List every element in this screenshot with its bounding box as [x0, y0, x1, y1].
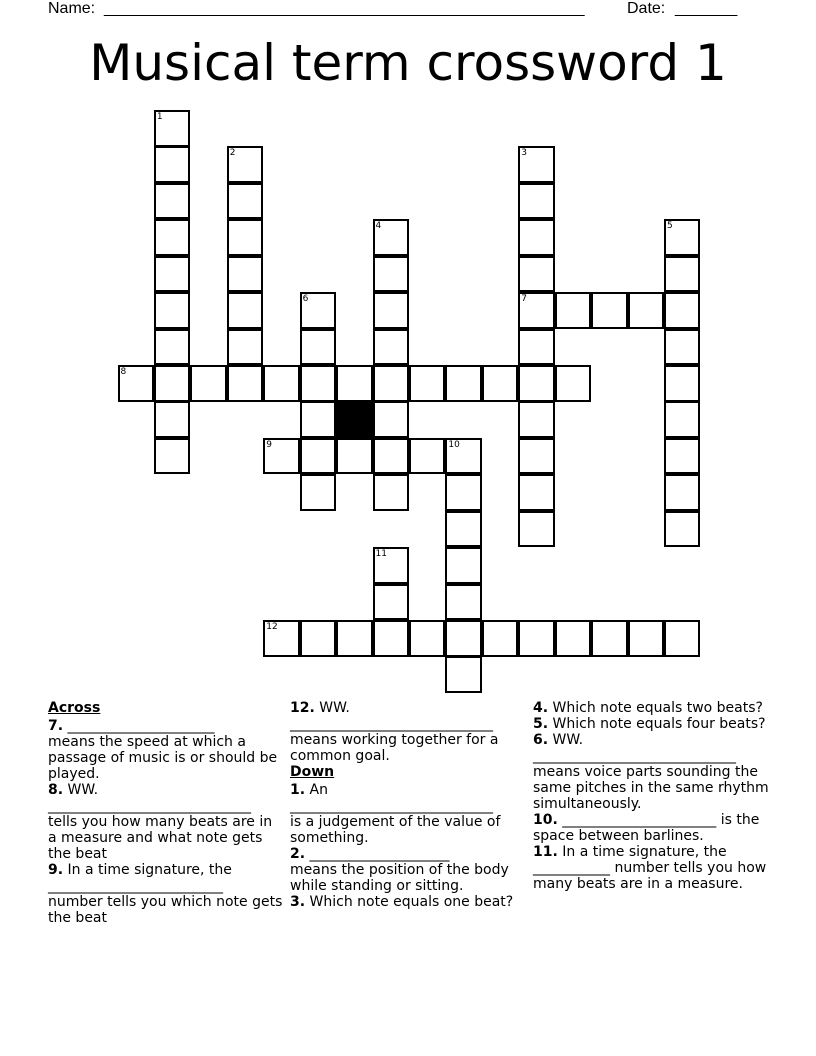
clue-line — [290, 798, 526, 814]
clue-line — [533, 748, 769, 764]
name-field[interactable]: ______________________________________________________ — [104, 0, 585, 17]
grid-cell[interactable] — [555, 365, 592, 402]
grid-cell[interactable] — [482, 620, 519, 657]
clue-line — [48, 894, 284, 926]
clue-text: means the position of the body while standing or sitting. — [290, 862, 509, 894]
clue-line — [533, 812, 769, 844]
grid-cell[interactable] — [263, 620, 300, 657]
clue-line — [290, 782, 526, 798]
grid-cell[interactable] — [227, 146, 264, 183]
grid-cell[interactable] — [445, 620, 482, 657]
grid-cell[interactable] — [664, 219, 701, 256]
date-label: Date: — [627, 0, 666, 17]
clue-line — [48, 798, 284, 814]
grid-cell[interactable] — [518, 401, 555, 438]
grid-cell[interactable] — [591, 292, 628, 329]
grid-cell[interactable] — [664, 256, 701, 293]
grid-cell[interactable] — [664, 620, 701, 657]
grid-cell[interactable] — [227, 219, 264, 256]
clue-number: 2 — [229, 148, 236, 159]
grid-cell[interactable] — [154, 110, 191, 147]
grid-cell[interactable] — [518, 474, 555, 511]
grid-cell[interactable] — [154, 146, 191, 183]
grid-cell[interactable] — [628, 620, 665, 657]
grid-cell[interactable] — [154, 329, 191, 366]
grid-cell[interactable] — [518, 183, 555, 220]
clue-text: In a time signature, the — [63, 862, 232, 878]
clue-number: 9 — [266, 439, 272, 450]
grid-cell[interactable] — [300, 329, 337, 366]
grid-cell[interactable] — [373, 256, 410, 293]
grid-cell[interactable] — [373, 365, 410, 402]
grid-cell[interactable] — [409, 620, 446, 657]
grid-cell[interactable] — [227, 183, 264, 220]
grid-cell[interactable] — [300, 620, 337, 657]
grid-cell[interactable] — [628, 292, 665, 329]
clue-text: WW. — [548, 732, 584, 748]
clue-text: means working together for a common goal. — [290, 732, 499, 764]
grid-cell[interactable] — [664, 365, 701, 402]
grid-cell[interactable] — [518, 256, 555, 293]
clue-number: 9. — [48, 862, 64, 878]
grid-cell[interactable] — [373, 620, 410, 657]
grid-cell[interactable] — [373, 547, 410, 584]
grid-cell[interactable] — [445, 656, 482, 693]
clue-text: _________________________ — [48, 878, 223, 894]
clue-line — [533, 700, 769, 716]
grid-cell[interactable] — [518, 365, 555, 402]
clue-text: An — [305, 782, 328, 798]
page-title: Musical term crossword 1 — [89, 34, 727, 92]
clue-number: 11 — [375, 549, 387, 560]
grid-cell[interactable] — [445, 474, 482, 511]
black-square — [336, 401, 372, 437]
grid-cell[interactable] — [154, 438, 191, 475]
clue-number: 4. — [533, 700, 549, 716]
clue-text: _____________________________ — [48, 798, 251, 814]
grid-cell[interactable] — [154, 401, 191, 438]
clues-column-3 — [533, 700, 769, 892]
clue-text: _____________________________ — [290, 798, 493, 814]
grid-cell[interactable] — [227, 256, 264, 293]
clue-line — [48, 862, 284, 878]
grid-cell[interactable] — [373, 401, 410, 438]
grid-cell[interactable] — [300, 365, 337, 402]
clue-number: 3 — [521, 148, 527, 159]
grid-cell[interactable] — [518, 329, 555, 366]
clue-text: WW. — [63, 782, 99, 798]
clue-line — [533, 764, 769, 812]
grid-cell[interactable] — [118, 365, 155, 402]
grid-cell[interactable] — [154, 256, 191, 293]
grid-cell[interactable] — [336, 365, 373, 402]
clue-number: 7 — [521, 294, 527, 305]
clue-section-heading: Across — [48, 700, 101, 716]
clue-number: 11. — [533, 844, 558, 860]
grid-cell[interactable] — [445, 438, 482, 475]
grid-cell[interactable] — [518, 438, 555, 475]
grid-cell[interactable] — [373, 329, 410, 366]
grid-cell[interactable] — [373, 474, 410, 511]
grid-cell[interactable] — [445, 365, 482, 402]
clue-line — [290, 862, 526, 894]
grid-cell[interactable] — [518, 219, 555, 256]
clue-number: 5 — [666, 221, 673, 232]
clue-line — [290, 814, 526, 846]
grid-cell[interactable] — [664, 329, 701, 366]
grid-cell[interactable] — [591, 620, 628, 657]
clue-line — [48, 878, 284, 894]
clue-line — [290, 700, 526, 716]
grid-cell[interactable] — [154, 292, 191, 329]
clue-line — [533, 844, 769, 892]
grid-cell[interactable] — [518, 511, 555, 548]
clue-number: 1. — [290, 782, 306, 798]
clue-text: WW. — [314, 700, 350, 716]
grid-cell[interactable] — [555, 292, 592, 329]
grid-cell[interactable] — [664, 438, 701, 475]
clue-text: ____________________ — [305, 846, 450, 862]
clue-number: 8 — [120, 367, 127, 377]
date-field[interactable]: _______ — [675, 0, 738, 17]
grid-cell[interactable] — [227, 329, 264, 366]
grid-cell[interactable] — [445, 547, 482, 584]
grid-cell[interactable] — [518, 620, 555, 657]
clue-text: _____________________________ — [290, 716, 493, 732]
grid-cell[interactable] — [300, 401, 337, 438]
clue-number: 4 — [375, 221, 382, 232]
clue-number: 12. — [290, 700, 315, 716]
grid-cell[interactable] — [300, 438, 337, 475]
grid-cell[interactable] — [409, 365, 446, 402]
clue-line — [533, 732, 769, 748]
grid-cell[interactable] — [227, 365, 264, 402]
grid-cell[interactable] — [300, 474, 337, 511]
clue-number: 12 — [266, 622, 278, 633]
grid-cell[interactable] — [409, 438, 446, 475]
clue-number: 6. — [533, 732, 549, 748]
grid-cell[interactable] — [664, 401, 701, 438]
grid-cell[interactable] — [664, 474, 701, 511]
clue-text: Which note equals one beat? — [305, 894, 514, 910]
grid-cell[interactable] — [263, 365, 300, 402]
clue-number: 7. — [48, 718, 64, 734]
clue-text: number tells you which note gets the beat — [48, 894, 283, 926]
clue-text: means the speed at which a passage of music is or should be played. — [48, 734, 278, 782]
clue-line — [48, 734, 284, 782]
clue-text: _____________________ — [63, 718, 215, 734]
clue-text: is a judgement of the value of something. — [290, 814, 501, 846]
grid-cell[interactable] — [154, 365, 191, 402]
grid-cell[interactable] — [445, 584, 482, 621]
grid-cell[interactable] — [154, 183, 191, 220]
clue-line — [290, 846, 526, 862]
clue-number: 10 — [448, 439, 460, 450]
clue-text: Which note equals two beats? — [548, 700, 763, 716]
grid-cell[interactable] — [518, 292, 555, 329]
clue-text: tells you how many beats are in a measure and what note gets the beat — [48, 814, 273, 862]
grid-cell[interactable] — [300, 292, 337, 329]
grid-cell[interactable] — [518, 146, 555, 183]
grid-cell[interactable] — [445, 511, 482, 548]
clue-line — [290, 894, 526, 910]
grid-cell[interactable] — [263, 438, 300, 475]
clue-number: 8. — [48, 782, 64, 798]
grid-cell[interactable] — [336, 438, 373, 475]
clue-text: In a time signature, the ___________ number tells you how many beats are in a measure. — [533, 844, 767, 892]
clue-number: 6 — [302, 294, 309, 305]
clues-column-2 — [290, 700, 526, 910]
grid-cell[interactable] — [373, 438, 410, 475]
clue-line — [290, 716, 526, 732]
clue-text: _____________________________ — [533, 748, 736, 764]
clue-section-heading: Down — [290, 764, 335, 780]
grid-cell[interactable] — [373, 219, 410, 256]
clue-line — [290, 732, 526, 764]
clue-number: 2. — [290, 846, 306, 862]
clue-line — [48, 718, 284, 734]
grid-cell[interactable] — [373, 292, 410, 329]
clues-column-1 — [48, 700, 284, 926]
clue-line — [48, 782, 284, 798]
clue-number: 10. — [533, 812, 558, 828]
clue-number: 3. — [290, 894, 306, 910]
grid-cell[interactable] — [555, 620, 592, 657]
clue-text: Which note equals four beats? — [548, 716, 766, 732]
grid-cell[interactable] — [664, 511, 701, 548]
grid-cell[interactable] — [482, 365, 519, 402]
grid-cell[interactable] — [154, 219, 191, 256]
name-label: Name: — [48, 0, 96, 17]
grid-cell[interactable] — [373, 584, 410, 621]
grid-cell[interactable] — [664, 292, 701, 329]
clue-text: means voice parts sounding the same pitches in the same rhythm simultaneously. — [533, 764, 769, 812]
clue-number: 5. — [533, 716, 549, 732]
clue-line — [533, 716, 769, 732]
grid-cell[interactable] — [336, 620, 373, 657]
clue-text: ______________________ is the space between barlines. — [533, 812, 760, 844]
grid-cell[interactable] — [190, 365, 227, 402]
clue-number: 1 — [156, 112, 163, 122]
grid-cell[interactable] — [227, 292, 264, 329]
clue-line — [48, 814, 284, 862]
